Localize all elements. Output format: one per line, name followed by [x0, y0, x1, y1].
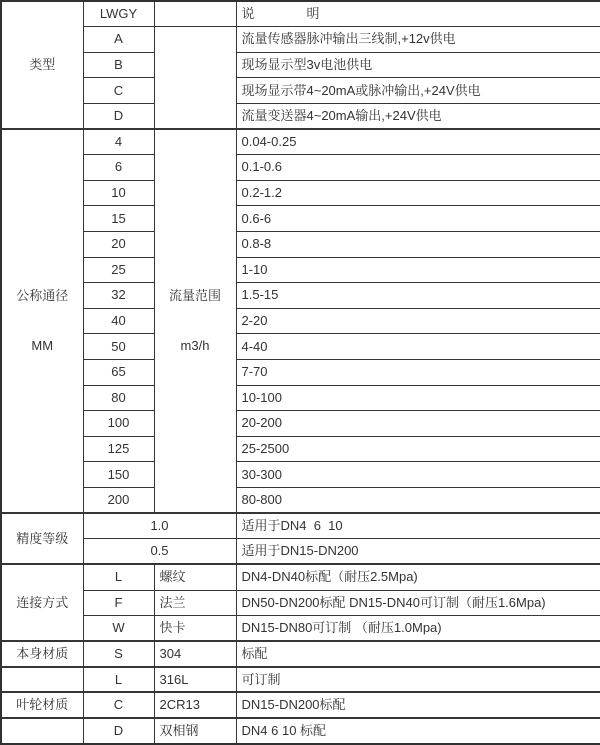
- flow-range-cell: 30-300: [236, 462, 600, 488]
- type-code-cell: D: [83, 103, 154, 129]
- diameter-size-cell: 6: [83, 155, 154, 181]
- connection-row: [1, 590, 600, 616]
- impeller-desc-cell: DN15-DN200标配: [236, 692, 600, 718]
- flow-range-cell: 0.1-0.6: [236, 155, 600, 181]
- type-code-cell: C: [83, 78, 154, 104]
- diameter-row: [1, 129, 600, 155]
- body-material-name-cell: 304: [154, 641, 236, 667]
- diameter-size-cell: 150: [83, 462, 154, 488]
- header-blank-cell: [154, 1, 236, 27]
- diameter-size-cell: 125: [83, 436, 154, 462]
- flow-range-label-line1: 流量范围: [168, 288, 221, 304]
- diameter-label-line2: MM: [31, 338, 54, 354]
- impeller-code-cell: C: [83, 692, 154, 718]
- flow-range-cell: 0.04-0.25: [236, 129, 600, 155]
- connection-code-cell: W: [83, 616, 154, 642]
- flow-range-cell: 1.5-15: [236, 283, 600, 309]
- accuracy-value-cell: 0.5: [83, 539, 236, 565]
- type-row-b: [1, 52, 600, 78]
- accuracy-row: [1, 513, 600, 539]
- type-row-c: [1, 78, 600, 104]
- diameter-row: [1, 283, 600, 309]
- body-material-code-cell: S: [83, 641, 154, 667]
- flow-range-label-line2: m3/h: [180, 338, 210, 354]
- flow-range-cell: 25-2500: [236, 436, 600, 462]
- impeller-material-row: [1, 692, 600, 718]
- type-code-cell: A: [83, 27, 154, 53]
- connection-row: [1, 616, 600, 642]
- header-model-cell: LWGY: [83, 1, 154, 27]
- diameter-row: [1, 231, 600, 257]
- diameter-size-cell: 25: [83, 257, 154, 283]
- flow-range-cell: 80-800: [236, 488, 600, 514]
- impeller-name-cell: 2CR13: [154, 692, 236, 718]
- flow-range-cell: 0.6-6: [236, 206, 600, 232]
- connection-section-label-cell: 连接方式: [1, 564, 83, 641]
- accuracy-desc-cell: 适用于DN15-DN200: [236, 539, 600, 565]
- flow-range-cell: 0.2-1.2: [236, 180, 600, 206]
- header-row: [1, 1, 600, 27]
- connection-desc-cell: DN15-DN80可订制 （耐压1.0Mpa): [236, 616, 600, 642]
- type-blank-cell: [154, 27, 236, 129]
- diameter-size-cell: 50: [83, 334, 154, 360]
- type-section-label-cell: 类型: [1, 1, 83, 129]
- connection-row: [1, 564, 600, 590]
- impeller-code-cell: D: [83, 718, 154, 744]
- connection-code-cell: L: [83, 564, 154, 590]
- connection-name-cell: 快卡: [154, 616, 236, 642]
- type-desc-cell: 流量传感器脉冲输出三线制,+12v供电: [236, 27, 600, 53]
- impeller-blank-label-cell: [1, 667, 83, 693]
- flow-range-cell: 0.8-8: [236, 231, 600, 257]
- connection-desc-cell: DN4-DN40标配（耐压2.5Mpa): [236, 564, 600, 590]
- impeller-code-cell: L: [83, 667, 154, 693]
- type-row-a: [1, 27, 600, 53]
- flow-range-cell: 10-100: [236, 385, 600, 411]
- type-desc-cell: 现场显示型3v电池供电: [236, 52, 600, 78]
- diameter-row: [1, 334, 600, 360]
- flow-range-cell: 2-20: [236, 308, 600, 334]
- body-material-desc-cell: 标配: [236, 641, 600, 667]
- diameter-size-cell: 32: [83, 283, 154, 309]
- diameter-size-cell: 40: [83, 308, 154, 334]
- connection-desc-cell: DN50-DN200标配 DN15-DN40可订制（耐压1.6Mpa): [236, 590, 600, 616]
- diameter-label-line1: 公称通径: [16, 288, 69, 304]
- type-row-d: [1, 103, 600, 129]
- diameter-size-cell: 65: [83, 360, 154, 386]
- diameter-size-cell: 4: [83, 129, 154, 155]
- diameter-row: [1, 360, 600, 386]
- impeller-material-row: [1, 718, 600, 744]
- type-desc-cell: 流量变送器4~20mA输出,+24V供电: [236, 103, 600, 129]
- diameter-row: [1, 257, 600, 283]
- diameter-row: [1, 488, 600, 514]
- diameter-row: [1, 155, 600, 181]
- diameter-row: [1, 411, 600, 437]
- diameter-row: [1, 206, 600, 232]
- diameter-size-cell: 80: [83, 385, 154, 411]
- diameter-size-cell: 15: [83, 206, 154, 232]
- accuracy-section-label-cell: 精度等级: [1, 513, 83, 564]
- impeller-material-row: [1, 667, 600, 693]
- impeller-name-cell: 双相钢: [154, 718, 236, 744]
- diameter-row: [1, 385, 600, 411]
- diameter-row: [1, 436, 600, 462]
- diameter-row: [1, 308, 600, 334]
- flow-range-label-cell: [154, 129, 236, 513]
- flow-range-cell: 1-10: [236, 257, 600, 283]
- diameter-size-cell: 200: [83, 488, 154, 514]
- impeller-material-label-cell: 叶轮材质: [1, 692, 83, 718]
- impeller-blank-label-cell: [1, 718, 83, 744]
- diameter-row: [1, 180, 600, 206]
- header-description-cell: 说 明: [236, 1, 600, 27]
- accuracy-value-cell: 1.0: [83, 513, 236, 539]
- connection-name-cell: 螺纹: [154, 564, 236, 590]
- impeller-name-cell: 316L: [154, 667, 236, 693]
- diameter-size-cell: 10: [83, 180, 154, 206]
- accuracy-row: [1, 539, 600, 565]
- diameter-size-cell: 100: [83, 411, 154, 437]
- connection-name-cell: 法兰: [154, 590, 236, 616]
- diameter-size-cell: 20: [83, 231, 154, 257]
- type-code-cell: B: [83, 52, 154, 78]
- body-material-row: [1, 641, 600, 667]
- flow-range-cell: 4-40: [236, 334, 600, 360]
- diameter-row: [1, 462, 600, 488]
- impeller-desc-cell: DN4 6 10 标配: [236, 718, 600, 744]
- connection-code-cell: F: [83, 590, 154, 616]
- type-desc-cell: 现场显示带4~20mA或脉冲输出,+24V供电: [236, 78, 600, 104]
- flow-range-cell: 20-200: [236, 411, 600, 437]
- flow-range-cell: 7-70: [236, 360, 600, 386]
- body-material-label-cell: 本身材质: [1, 641, 83, 667]
- accuracy-desc-cell: 适用于DN4 6 10: [236, 513, 600, 539]
- impeller-desc-cell: 可订制: [236, 667, 600, 693]
- diameter-section-label-cell: [1, 129, 83, 513]
